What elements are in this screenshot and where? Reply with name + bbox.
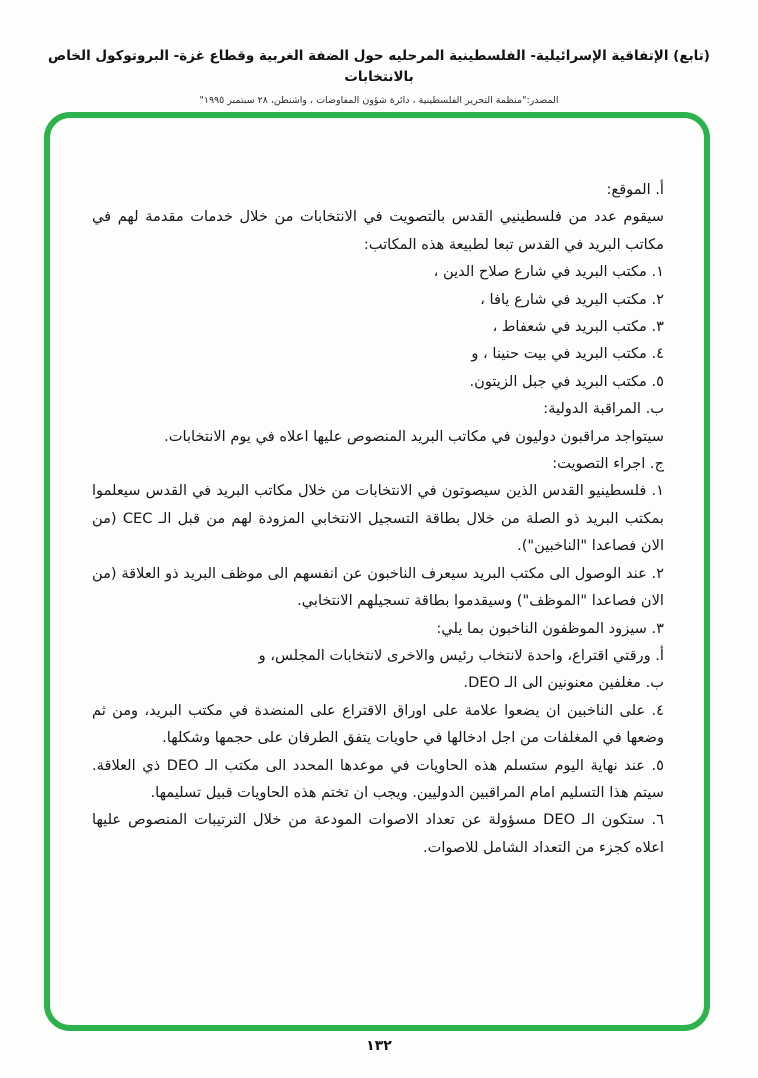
list-item-post-office-1: ١. مكتب البريد في شارع صلاح الدين ، xyxy=(433,263,664,281)
list-item-post-office-4: ٤. مكتب البريد في بيت حنينا ، و xyxy=(471,345,664,363)
procedure-item-6: ٦. ستكون الـ DEO مسؤولة عن تعداد الاصوات المودعة من خلال الترتيبات المنصوص عليها اعلاه كجزء من التعداد الشامل للاصوات. xyxy=(92,811,664,856)
section-heading-voting-procedure: ج. اجراء التصويت: xyxy=(552,455,664,473)
procedure-item-4: ٤. على الناخبين ان يضعوا علامة على اوراق الاقتراع على المنضدة في مكتب البريد، ومن ثم وضعها في المغلفات من اجل ادخالها في حاويات يتفق الطرفان على حجمها وشكلها. xyxy=(92,701,664,747)
section-heading-location: أ. الموقع: xyxy=(606,181,664,198)
list-item-post-office-2: ٢. مكتب البريد في شارع يافا ، xyxy=(480,290,664,308)
document-body xyxy=(92,176,664,861)
procedure-item-2: ٢. عند الوصول الى مكتب البريد سيعرف الناخبون عن انفسهم الى موظف البريد ذو العلاقة (من الان فصاعدا "الموظف") وسيقدموا بطاقة تسجيلهم الانتخابي. xyxy=(92,564,664,610)
paragraph-location-intro: سيقوم عدد من فلسطينيي القدس بالتصويت في الانتخابات من خلال خدمات مقدمة لهم في مكاتب البريد في القدس تبعا لطبيعة هذه المكاتب: xyxy=(92,208,664,253)
document-header xyxy=(20,46,738,106)
paragraph-observers: سيتواجد مراقبون دوليون في مكاتب البريد المنصوص عليها اعلاه في يوم الانتخابات. xyxy=(164,427,664,445)
procedure-item-1: ١. فلسطينيو القدس الذين سيصوتون في الانتخابات من خلال مكاتب البريد في القدس سيعلموا بمكتب البريد ذو الصلة من خلال بطاقة التسجيل الانتخابي المزودة لهم من قبل الـ CEC (من الان فصاعدا "الناخبين"). xyxy=(92,482,664,555)
list-item-post-office-5: ٥. مكتب البريد في جبل الزيتون. xyxy=(469,372,664,390)
procedure-item-3b: ب. مغلفين معنونين الى الـ DEO. xyxy=(463,674,664,692)
procedure-item-3: ٣. سيزود الموظفون الناخبون بما يلي: xyxy=(436,619,664,637)
list-item-post-office-3: ٣. مكتب البريد في شعفاط ، xyxy=(492,318,664,336)
section-heading-international-observation: ب. المراقبة الدولية: xyxy=(543,400,664,418)
page-number: ١٣٢ xyxy=(366,1038,392,1054)
procedure-item-3a: أ. ورقتي اقتراع، واحدة لانتخاب رئيس والاخرى لانتخابات المجلس، و xyxy=(258,646,664,664)
document-title: (تابع) الإتفاقية الإسرائيلية- الفلسطينية المرحليه حول الضفة الغربية وقطاع غزة- البروتوكول الخاص بالانتخابات xyxy=(48,48,710,85)
document-source-line: المصدر:"منظمة التحرير الفلسطينية ، دائرة شؤون المفاوضات ، واشنطن، ٢٨ سبتمبر ١٩٩٥" xyxy=(199,94,559,106)
procedure-item-5: ٥. عند نهاية اليوم ستسلم هذه الحاويات في موعدها المحدد الى مكتب الـ DEO ذي العلاقة. سيتم هذا التسليم امام المراقبين الدوليين. ويجب ان تختم هذه الحاويات قبيل تسليمها. xyxy=(92,756,664,801)
